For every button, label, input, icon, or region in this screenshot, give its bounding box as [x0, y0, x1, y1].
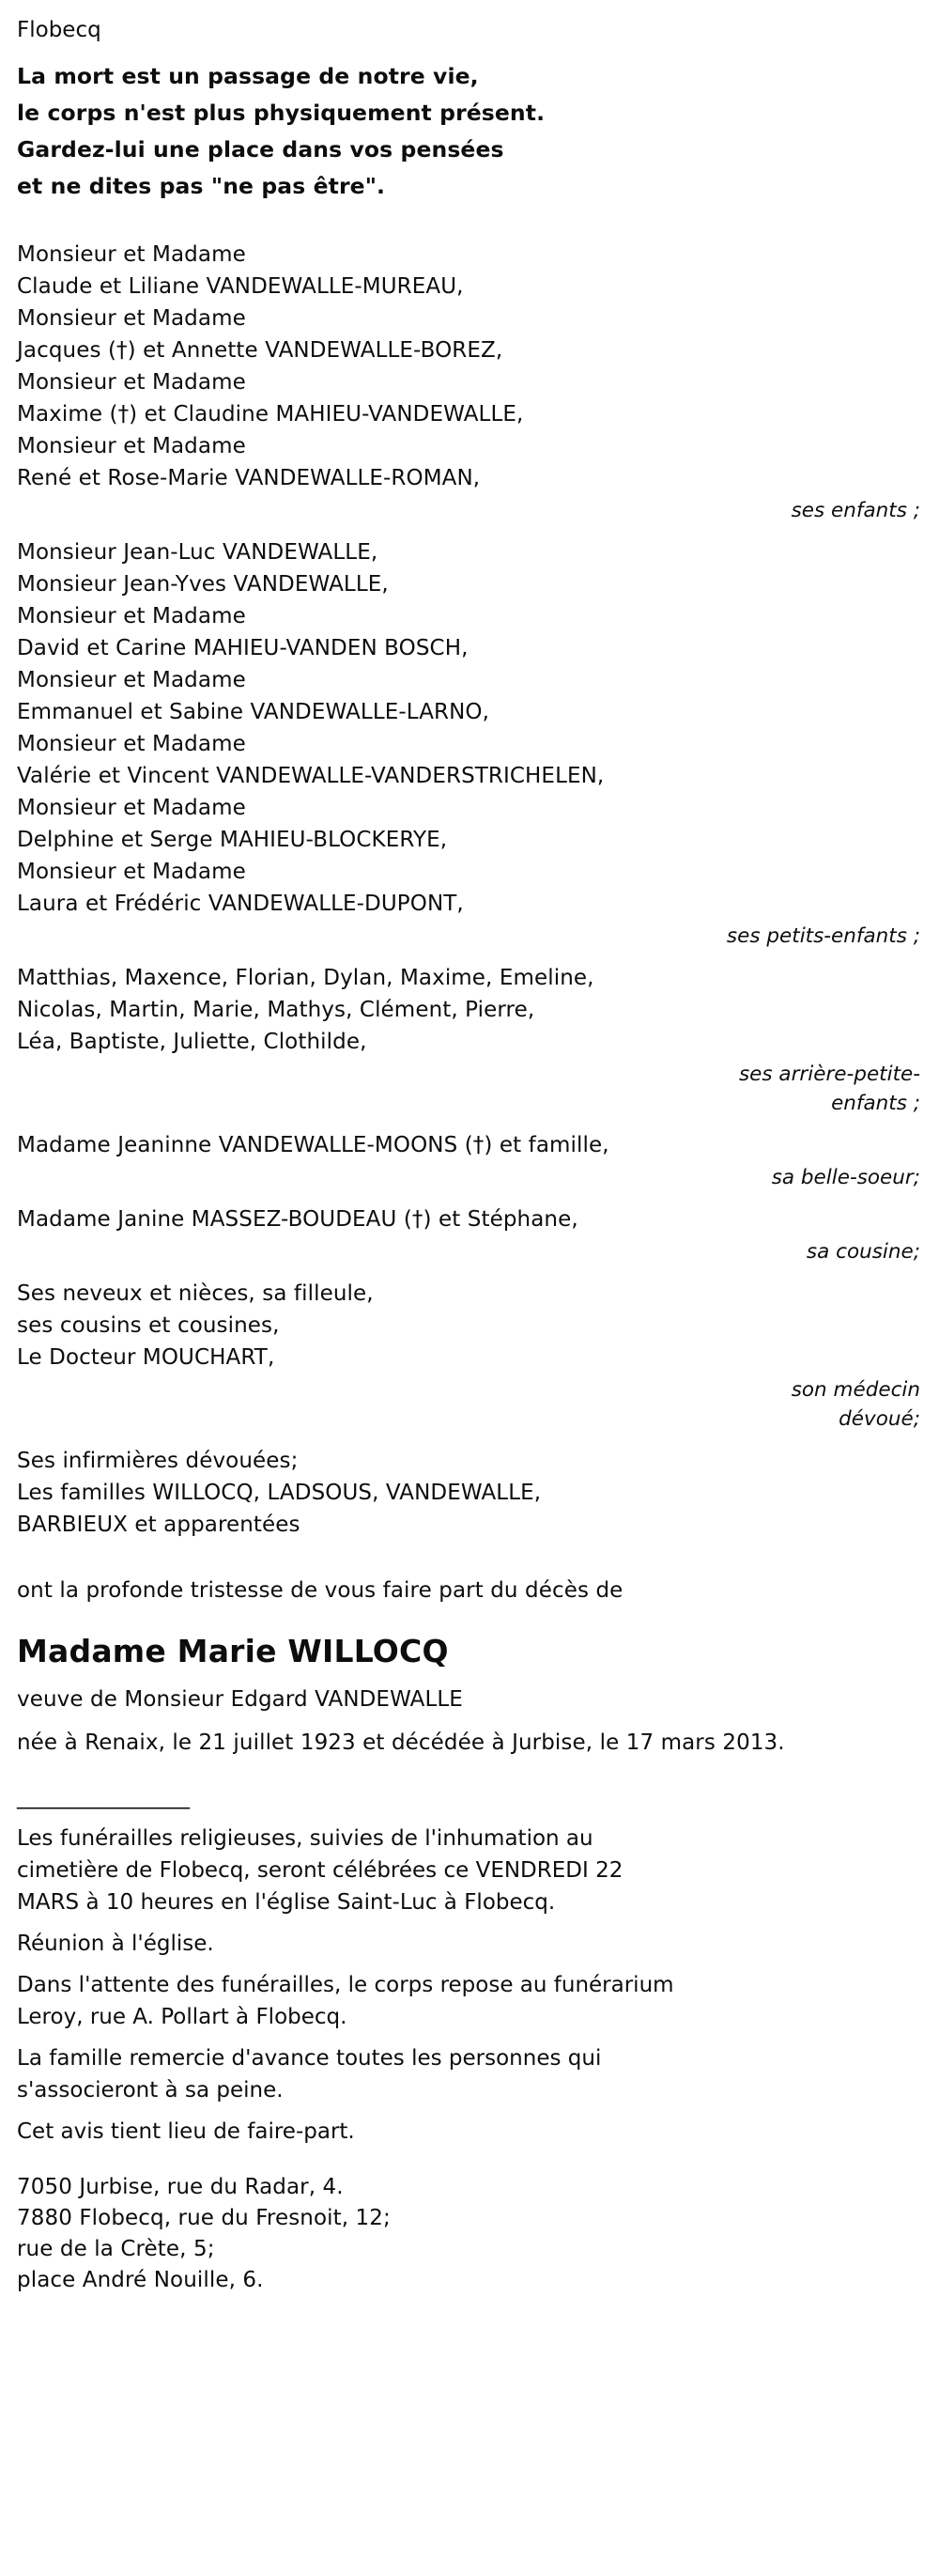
spacer — [17, 1118, 922, 1129]
epitaph-line: Gardez-lui une place dans vos pensées — [17, 136, 504, 163]
family-line: BARBIEUX et apparentées — [17, 1513, 300, 1537]
relationship-label: ses enfants ; — [791, 499, 920, 522]
spacer — [17, 2148, 922, 2172]
family-line: David et Carine MAHIEU-VANDEN BOSCH, — [17, 636, 469, 660]
spacer — [17, 1811, 922, 1823]
family-group-nurses-families — [17, 1445, 922, 1541]
spacer — [17, 1672, 922, 1684]
epitaph-line: La mort est un passage de notre vie, — [17, 63, 479, 89]
relationship-label-block — [17, 922, 922, 951]
family-line: Emmanuel et Sabine VANDEWALLE-LARNO, — [17, 700, 490, 724]
family-line: Monsieur et Madame — [17, 370, 246, 395]
family-line: Jacques (†) et Annette VANDEWALLE-BOREZ, — [17, 338, 503, 363]
funeral-paragraph: La famille remercie d'avance toutes les personnes qui s'associeront à sa peine. — [17, 2046, 608, 2103]
family-line: ses cousins et cousines, — [17, 1313, 280, 1338]
family-line: Madame Janine MASSEZ-BOUDEAU (†) et Stéphane, — [17, 1207, 578, 1232]
family-line: Monsieur et Madame — [17, 434, 246, 458]
family-line: Le Docteur MOUCHART, — [17, 1345, 275, 1370]
spacer — [17, 1192, 922, 1203]
relationship-label-block — [17, 1060, 922, 1118]
relationship-label: sa cousine; — [806, 1240, 920, 1264]
funeral-paragraph: Cet avis tient lieu de faire-part. — [17, 2119, 355, 2144]
family-group-cousin — [17, 1203, 922, 1266]
relationship-label-cont: dévoué; — [839, 1407, 920, 1431]
spacer — [17, 47, 922, 58]
family-line: Claude et Liliane VANDEWALLE-MUREAU, — [17, 274, 464, 299]
relationship-label: son médecin — [791, 1378, 920, 1402]
epitaph-line: et ne dites pas "ne pas être". — [17, 173, 386, 199]
spacer — [17, 1266, 922, 1278]
family-line: Monsieur et Madame — [17, 732, 246, 756]
spacer — [17, 1606, 922, 1631]
spacer — [17, 1715, 922, 1727]
address-block — [17, 2172, 922, 2296]
relationship-label: ses arrière-petite- — [738, 1063, 920, 1086]
family-line: Léa, Baptiste, Juliette, Clothilde, — [17, 1030, 367, 1054]
family-line: Maxime (†) et Claudine MAHIEU-VANDEWALLE, — [17, 402, 524, 427]
family-line: Les familles WILLOCQ, LADSOUS, VANDEWALLE, — [17, 1481, 542, 1505]
relationship-label-cont: enfants ; — [831, 1092, 920, 1115]
family-line: Matthias, Maxence, Florian, Dylan, Maxime, Emeline, — [17, 966, 594, 990]
family-line: René et Rose-Marie VANDEWALLE-ROMAN, — [17, 466, 481, 490]
relationship-label-block — [17, 1375, 922, 1434]
relationship-label-block — [17, 1163, 922, 1192]
family-line: Monsieur et Madame — [17, 796, 246, 820]
relationship-label-block — [17, 1237, 922, 1266]
family-line: Monsieur et Madame — [17, 306, 246, 331]
announcement-intro: ont la profonde tristesse de vous faire part du décès de — [17, 1578, 623, 1603]
widow-of-line: veuve de Monsieur Edgard VANDEWALLE — [17, 1687, 463, 1712]
family-line: Madame Jeaninne VANDEWALLE-MOONS (†) et famille, — [17, 1133, 609, 1157]
spacer — [17, 1759, 922, 1783]
address-line: rue de la Crète, 5; — [17, 2237, 215, 2261]
funeral-info-block — [17, 1823, 922, 2148]
spacer — [17, 205, 922, 239]
family-line: Delphine et Serge MAHIEU-BLOCKERYE, — [17, 828, 448, 852]
family-line: Monsieur et Madame — [17, 668, 246, 692]
family-line: Nicolas, Martin, Marie, Mathys, Clément, Pierre, — [17, 998, 535, 1022]
family-group-sister-in-law — [17, 1129, 922, 1192]
spacer — [17, 1541, 922, 1575]
relationship-label: ses petits-enfants ; — [726, 924, 920, 948]
family-line: Ses neveux et nièces, sa filleule, — [17, 1281, 374, 1306]
family-line: Laura et Frédéric VANDEWALLE-DUPONT, — [17, 892, 464, 916]
family-line: Monsieur et Madame — [17, 604, 246, 628]
funeral-paragraph: Les funérailles religieuses, suivies de l'inhumation au cimetière de Flobecq, seront célébrées ce VENDREDI 22 MARS à 10 heures en l'église Saint-Luc à Flobecq. — [17, 1826, 630, 1915]
deceased-name: Madame Marie WILLOCQ — [17, 1633, 449, 1669]
relationship-label: sa belle-soeur; — [771, 1166, 920, 1189]
family-line: Monsieur Jean-Luc VANDEWALLE, — [17, 540, 378, 565]
family-group-children — [17, 239, 922, 525]
family-line: Ses infirmières dévouées; — [17, 1449, 299, 1473]
locality-label: Flobecq — [17, 18, 101, 42]
funeral-paragraph: Réunion à l'église. — [17, 1932, 214, 1956]
family-group-grandchildren — [17, 536, 922, 951]
spacer — [17, 1434, 922, 1445]
funeral-paragraph: Dans l'attente des funérailles, le corps repose au funérarium Leroy, rue A. Pollart à Flobecq. — [17, 1973, 681, 2029]
section-divider: ________________ — [17, 1785, 190, 1809]
epitaph-block — [17, 58, 922, 205]
address-line: 7880 Flobecq, rue du Fresnoit, 12; — [17, 2206, 391, 2230]
birth-death-line: née à Renaix, le 21 juillet 1923 et décédée à Jurbise, le 17 mars 2013. — [17, 1730, 785, 1755]
address-line: place André Nouille, 6. — [17, 2268, 264, 2292]
epitaph-line: le corps n'est plus physiquement présent. — [17, 100, 546, 126]
family-group-doctor — [17, 1278, 922, 1434]
spacer — [17, 951, 922, 962]
family-line: Valérie et Vincent VANDEWALLE-VANDERSTRICHELEN, — [17, 764, 605, 788]
relationship-label-block — [17, 496, 922, 525]
spacer — [17, 525, 922, 536]
family-group-great-grandchildren — [17, 962, 922, 1118]
family-line: Monsieur Jean-Yves VANDEWALLE, — [17, 572, 389, 597]
family-line: Monsieur et Madame — [17, 242, 246, 267]
address-line: 7050 Jurbise, rue du Radar, 4. — [17, 2175, 344, 2199]
family-line: Monsieur et Madame — [17, 860, 246, 884]
